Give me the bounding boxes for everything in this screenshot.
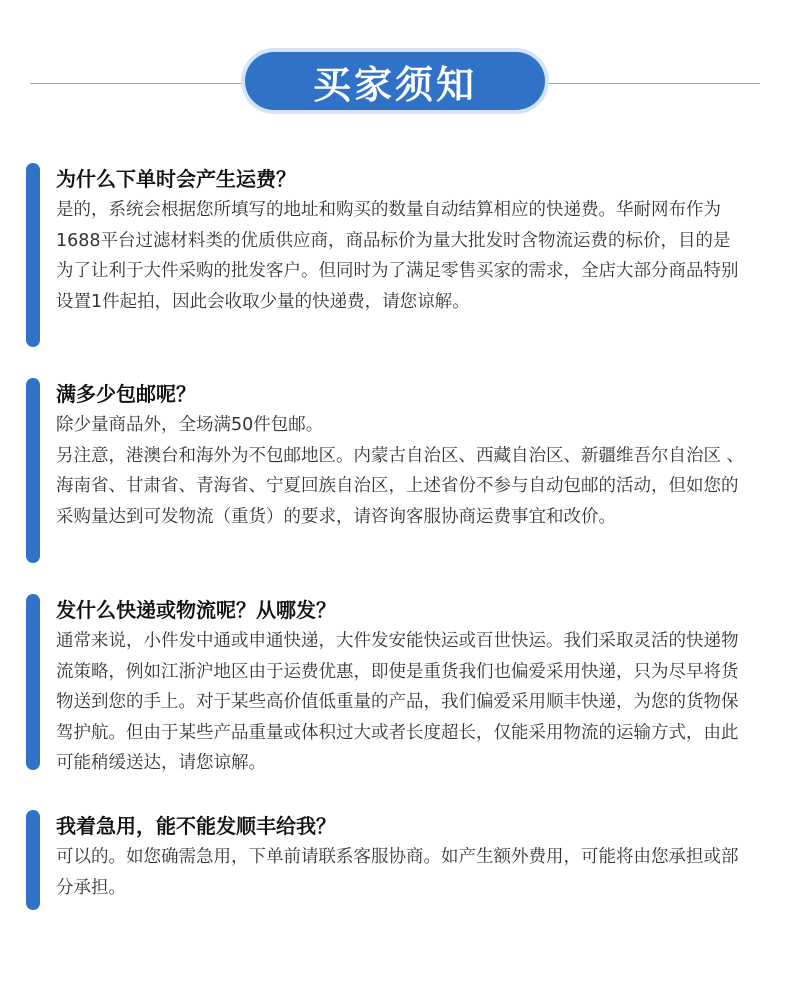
accent-bar bbox=[26, 163, 40, 347]
faq-item bbox=[26, 810, 746, 910]
faq-item bbox=[26, 594, 746, 773]
faq-answer bbox=[56, 195, 746, 317]
faq-answer bbox=[56, 626, 746, 779]
title-banner bbox=[241, 48, 549, 114]
answer-paragraph: 通常来说，小件发中通或申通快递，大件发安能快运或百世快运。我们采取灵活的快递物流策略，例如江浙沪地区由于运费优惠，即使是重货我们也偏爱采用快递，只为尽早将货物送到您的手上。对于某些高价值低重量的产品，我们偏爱采用顺丰快递，为您的货物保驾护航。但由于某些产品重量或体积过大或者长度超长，仅能采用物流的运输方式，由此可能稍缓送达，请您谅解。 bbox=[56, 631, 739, 773]
answer-paragraph: 可以的。如您确需急用，下单前请联系客服协商。如产生额外费用，可能将由您承担或部分承担。 bbox=[56, 847, 739, 898]
accent-bar bbox=[26, 594, 40, 770]
faq-item bbox=[26, 163, 746, 347]
answer-paragraph: 除少量商品外，全场满50件包邮。 bbox=[56, 415, 324, 435]
answer-paragraph: 另注意，港澳台和海外为不包邮地区。内蒙古自治区、西藏自治区、新疆维吾尔自治区 、海南省、甘肃省、青海省、宁夏回族自治区，上述省份不参与自动包邮的活动，但如您的采购量达到可发物流（重货）的要求，请咨询客服协商运费事宜和改价。 bbox=[56, 445, 745, 527]
accent-bar bbox=[26, 810, 40, 910]
answer-paragraph: 是的，系统会根据您所填写的地址和购买的数量自动结算相应的快递费。华耐网布作为1688平台过滤材料类的优质供应商，商品标价为量大批发时含物流运费的标价，目的是为了让利于大件采购的批发客户。但同时为了满足零售买家的需求，全店大部分商品特别设置1件起拍，因此会收取少量的快递费，请您谅解。 bbox=[56, 200, 739, 312]
faq-question: 我着急用，能不能发顺丰给我？ bbox=[56, 814, 336, 838]
faq-question: 满多少包邮呢？ bbox=[56, 382, 196, 406]
faq-item bbox=[26, 378, 746, 563]
faq-question: 为什么下单时会产生运费？ bbox=[56, 167, 296, 191]
faq-answer bbox=[56, 410, 746, 532]
accent-bar bbox=[26, 378, 40, 563]
faq-answer bbox=[56, 842, 746, 903]
faq-question: 发什么快递或物流呢？从哪发？ bbox=[56, 598, 336, 622]
page-title: 买家须知 bbox=[245, 52, 545, 110]
